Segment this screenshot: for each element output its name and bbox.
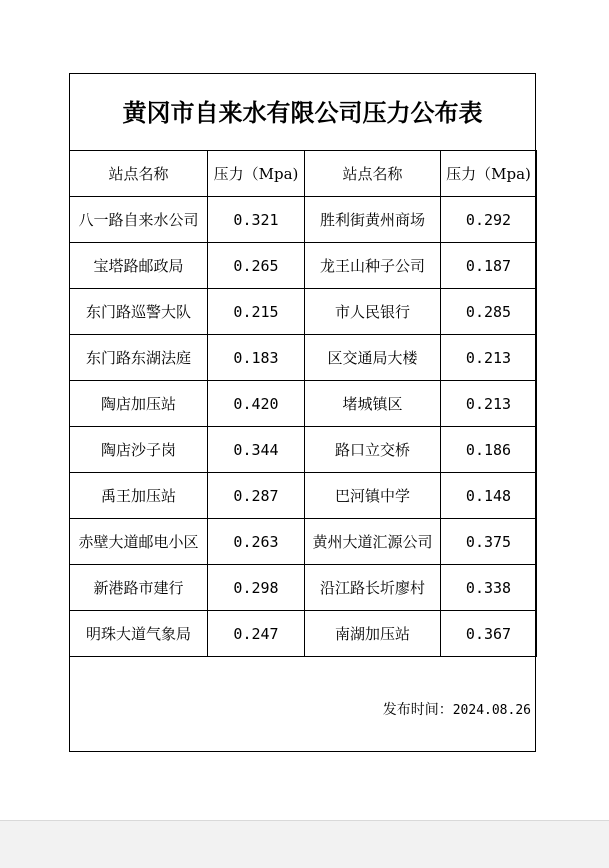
table-row [70,427,537,473]
header-station-left: 站点名称 [70,151,208,197]
pressure-value-cell: 0.292 [441,197,537,243]
pressure-value-cell: 0.183 [208,335,305,381]
station-name-cell: 八一路自来水公司 [70,197,208,243]
pressure-value-cell: 0.321 [208,197,305,243]
pressure-value-cell: 0.287 [208,473,305,519]
publish-date: 2024.08.26 [452,703,531,718]
station-name-cell: 东门路东湖法庭 [70,335,208,381]
table-row [70,519,537,565]
station-name-cell: 明珠大道气象局 [70,611,208,657]
station-name-cell: 宝塔路邮政局 [70,243,208,289]
pressure-value-cell: 0.285 [441,289,537,335]
station-name-cell: 区交通局大楼 [305,335,441,381]
station-name-cell: 市人民银行 [305,289,441,335]
pressure-value-cell: 0.420 [208,381,305,427]
station-name-cell: 龙王山种子公司 [305,243,441,289]
pressure-value-cell: 0.344 [208,427,305,473]
station-name-cell: 巴河镇中学 [305,473,441,519]
station-name-cell: 胜利街黄州商场 [305,197,441,243]
table-row [70,243,537,289]
pressure-value-cell: 0.298 [208,565,305,611]
station-name-cell: 陶店沙子岗 [70,427,208,473]
pressure-value-cell: 0.215 [208,289,305,335]
pressure-table-sheet [69,73,536,752]
pressure-value-cell: 0.263 [208,519,305,565]
pressure-value-cell: 0.338 [441,565,537,611]
station-name-cell: 东门路巡警大队 [70,289,208,335]
table-row [70,289,537,335]
station-name-cell: 南湖加压站 [305,611,441,657]
pressure-value-cell: 0.148 [441,473,537,519]
table-row [70,197,537,243]
pressure-value-cell: 0.213 [441,381,537,427]
pressure-value-cell: 0.247 [208,611,305,657]
header-pressure-left: 压力（Mpa) [208,151,305,197]
table-row [70,335,537,381]
station-name-cell: 黄州大道汇源公司 [305,519,441,565]
pressure-value-cell: 0.213 [441,335,537,381]
page-title: 黄冈市自来水有限公司压力公布表 [70,74,535,151]
publish-time [383,699,531,719]
station-name-cell: 禹王加压站 [70,473,208,519]
station-name-cell: 沿江路长圻廖村 [305,565,441,611]
header-pressure-right: 压力（Mpa) [441,151,537,197]
station-name-cell: 堵城镇区 [305,381,441,427]
pressure-value-cell: 0.367 [441,611,537,657]
pressure-value-cell: 0.265 [208,243,305,289]
station-name-cell: 新港路市建行 [70,565,208,611]
pressure-value-cell: 0.375 [441,519,537,565]
station-name-cell: 陶店加压站 [70,381,208,427]
table-row [70,473,537,519]
pressure-table [69,150,537,657]
table-header-row [70,151,537,197]
table-row [70,381,537,427]
pressure-value-cell: 0.187 [441,243,537,289]
footer-cell [70,661,535,752]
station-name-cell: 路口立交桥 [305,427,441,473]
table-row [70,565,537,611]
table-row [70,611,537,657]
header-station-right: 站点名称 [305,151,441,197]
pressure-value-cell: 0.186 [441,427,537,473]
bottom-strip [0,820,609,868]
station-name-cell: 赤壁大道邮电小区 [70,519,208,565]
publish-time-label: 发布时间： [382,702,453,718]
